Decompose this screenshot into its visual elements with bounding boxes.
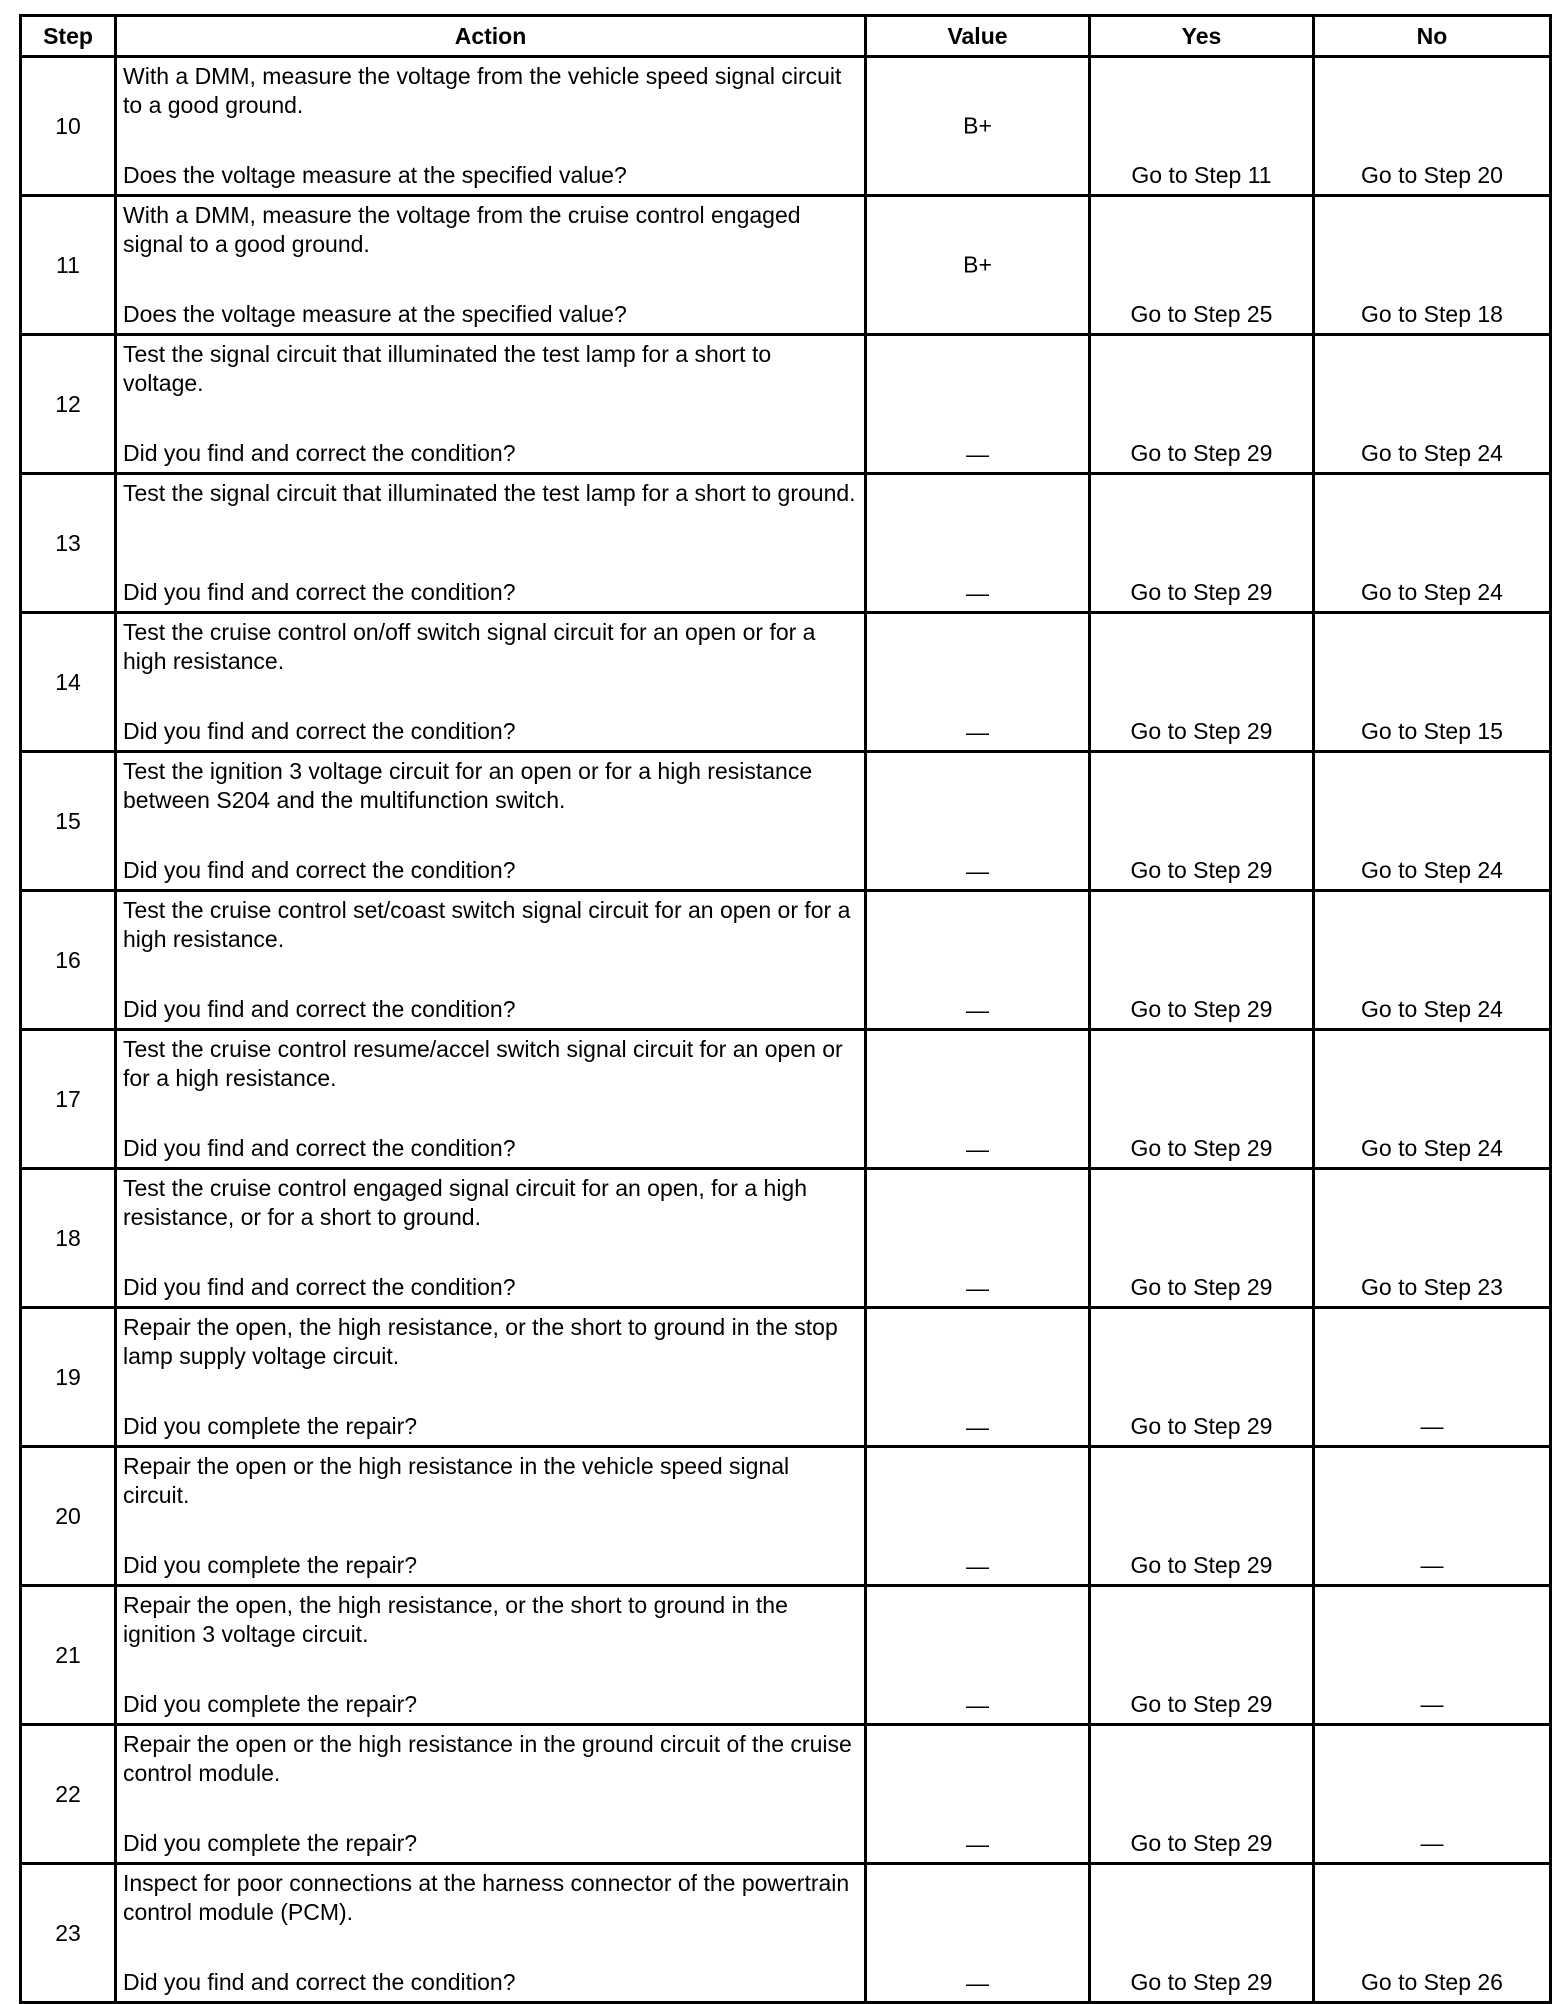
- yes-cell: [1090, 474, 1314, 613]
- table-body: [21, 57, 1551, 2003]
- yes-cell: [1090, 335, 1314, 474]
- table-row: [21, 1447, 1551, 1586]
- table-row: [21, 335, 1551, 474]
- step-number: 20: [21, 1447, 116, 1586]
- action-question: Did you complete the repair?: [123, 1691, 418, 1717]
- action-instruction: Test the cruise control on/off switch signal circuit for an open or for a high resistance.: [123, 619, 816, 674]
- value-cell: [866, 1725, 1090, 1864]
- value-text: —: [966, 858, 989, 884]
- action-instruction: Repair the open or the high resistance in the vehicle speed signal circuit.: [123, 1453, 790, 1508]
- action-question: Did you complete the repair?: [123, 1552, 418, 1578]
- table-row: [21, 1030, 1551, 1169]
- yes-cell: [1090, 613, 1314, 752]
- step-number: 10: [21, 57, 116, 196]
- yes-cell: [1090, 196, 1314, 335]
- no-cell: [1314, 474, 1551, 613]
- action-cell: [116, 196, 866, 335]
- yes-outcome: Go to Step 29: [1130, 718, 1273, 744]
- action-cell: [116, 1030, 866, 1169]
- action-cell: [116, 1169, 866, 1308]
- no-cell: [1314, 1169, 1551, 1308]
- action-instruction: Test the cruise control set/coast switch signal circuit for an open or for a high resistance.: [123, 897, 851, 952]
- value-cell: [866, 1030, 1090, 1169]
- no-cell: [1314, 752, 1551, 891]
- action-instruction: Inspect for poor connections at the harness connector of the powertrain control module (PCM).: [123, 1870, 850, 1925]
- header-row: [21, 16, 1551, 57]
- no-cell: [1314, 57, 1551, 196]
- action-cell: [116, 1447, 866, 1586]
- action-question: Did you complete the repair?: [123, 1830, 418, 1856]
- action-question: Did you complete the repair?: [123, 1413, 418, 1439]
- value-cell: [866, 1308, 1090, 1447]
- no-outcome: Go to Step 24: [1361, 857, 1503, 883]
- action-question: Did you find and correct the condition?: [123, 1969, 516, 1995]
- no-outcome: —: [1420, 1552, 1444, 1578]
- step-number: 22: [21, 1725, 116, 1864]
- action-cell: [116, 57, 866, 196]
- table-row: [21, 57, 1551, 196]
- action-instruction: Test the ignition 3 voltage circuit for an open or for a high resistance between S204 and the multifunction switch.: [123, 758, 813, 813]
- yes-outcome: Go to Step 29: [1130, 1552, 1273, 1578]
- value-text: —: [966, 580, 989, 606]
- action-question: Did you find and correct the condition?: [123, 1274, 516, 1300]
- action-cell: [116, 891, 866, 1030]
- yes-outcome: Go to Step 29: [1130, 1969, 1273, 1995]
- no-outcome: Go to Step 24: [1361, 440, 1503, 466]
- no-outcome: Go to Step 23: [1361, 1274, 1503, 1300]
- table-row: [21, 196, 1551, 335]
- value-text: —: [966, 1831, 989, 1857]
- no-cell: [1314, 613, 1551, 752]
- action-question: Did you find and correct the condition?: [123, 857, 516, 883]
- no-outcome: Go to Step 24: [1361, 579, 1503, 605]
- header-step: Step: [21, 16, 116, 57]
- no-outcome: Go to Step 24: [1361, 996, 1503, 1022]
- yes-cell: [1090, 1725, 1314, 1864]
- action-instruction: Test the signal circuit that illuminated the test lamp for a short to voltage.: [123, 341, 772, 396]
- action-cell: [116, 613, 866, 752]
- action-instruction: With a DMM, measure the voltage from the vehicle speed signal circuit to a good ground.: [123, 63, 842, 118]
- yes-outcome: Go to Step 29: [1130, 1274, 1273, 1300]
- diagnostic-table: [19, 14, 1552, 2004]
- table-row: [21, 1586, 1551, 1725]
- table-row: [21, 1725, 1551, 1864]
- no-cell: [1314, 1447, 1551, 1586]
- action-cell: [116, 1864, 866, 2003]
- step-number: 23: [21, 1864, 116, 2003]
- action-instruction: Repair the open, the high resistance, or the short to ground in the ignition 3 voltage circuit.: [123, 1592, 788, 1647]
- table-row: [21, 1169, 1551, 1308]
- yes-outcome: Go to Step 29: [1130, 1691, 1273, 1717]
- yes-cell: [1090, 1864, 1314, 2003]
- step-number: 15: [21, 752, 116, 891]
- table-row: [21, 613, 1551, 752]
- yes-cell: [1090, 1308, 1314, 1447]
- action-cell: [116, 474, 866, 613]
- action-cell: [116, 1308, 866, 1447]
- action-instruction: Test the cruise control resume/accel switch signal circuit for an open or for a high resistance.: [123, 1036, 843, 1091]
- yes-outcome: Go to Step 25: [1130, 301, 1273, 327]
- value-cell: [866, 613, 1090, 752]
- action-question: Did you find and correct the condition?: [123, 996, 516, 1022]
- value-text: —: [966, 719, 989, 745]
- action-cell: [116, 1586, 866, 1725]
- action-question: Did you find and correct the condition?: [123, 579, 516, 605]
- value-text: —: [966, 441, 989, 467]
- value-cell: [866, 1169, 1090, 1308]
- table-row: [21, 752, 1551, 891]
- value-cell: [866, 1586, 1090, 1725]
- no-cell: [1314, 1864, 1551, 2003]
- value-cell: [866, 335, 1090, 474]
- yes-cell: [1090, 1030, 1314, 1169]
- yes-outcome: Go to Step 29: [1130, 1135, 1273, 1161]
- yes-cell: [1090, 1447, 1314, 1586]
- yes-outcome: Go to Step 29: [1130, 857, 1273, 883]
- step-number: 11: [21, 196, 116, 335]
- no-outcome: Go to Step 15: [1361, 718, 1503, 744]
- step-number: 17: [21, 1030, 116, 1169]
- header-value: Value: [866, 16, 1090, 57]
- step-number: 21: [21, 1586, 116, 1725]
- no-outcome: Go to Step 24: [1361, 1135, 1503, 1161]
- yes-outcome: Go to Step 29: [1130, 440, 1273, 466]
- yes-outcome: Go to Step 29: [1130, 1830, 1273, 1856]
- action-question: Did you find and correct the condition?: [123, 718, 516, 744]
- step-number: 18: [21, 1169, 116, 1308]
- step-number: 13: [21, 474, 116, 613]
- yes-outcome: Go to Step 11: [1131, 162, 1272, 188]
- table-row: [21, 891, 1551, 1030]
- action-instruction: Repair the open, the high resistance, or the short to ground in the stop lamp supply voltage circuit.: [123, 1314, 838, 1369]
- value-cell: [866, 57, 1090, 196]
- action-question: Does the voltage measure at the specified value?: [123, 162, 627, 188]
- yes-cell: [1090, 1169, 1314, 1308]
- value-text: —: [966, 1275, 989, 1301]
- value-text: —: [966, 1692, 989, 1718]
- no-cell: [1314, 1725, 1551, 1864]
- value-cell: [866, 752, 1090, 891]
- value-text: B+: [963, 251, 992, 278]
- value-text: —: [966, 1970, 989, 1996]
- no-cell: [1314, 1586, 1551, 1725]
- action-instruction: Test the cruise control engaged signal circuit for an open, for a high resistance, or for a short to ground.: [123, 1175, 808, 1230]
- step-number: 14: [21, 613, 116, 752]
- value-cell: [866, 891, 1090, 1030]
- action-instruction: Test the signal circuit that illuminated the test lamp for a short to ground.: [123, 480, 856, 506]
- no-outcome: —: [1420, 1830, 1444, 1856]
- action-question: Does the voltage measure at the specified value?: [123, 301, 627, 327]
- action-instruction: Repair the open or the high resistance in the ground circuit of the cruise control module.: [123, 1731, 852, 1786]
- value-cell: [866, 196, 1090, 335]
- value-cell: [866, 1864, 1090, 2003]
- yes-cell: [1090, 1586, 1314, 1725]
- value-cell: [866, 474, 1090, 613]
- no-cell: [1314, 1030, 1551, 1169]
- yes-cell: [1090, 891, 1314, 1030]
- yes-cell: [1090, 752, 1314, 891]
- header-no: No: [1314, 16, 1551, 57]
- no-cell: [1314, 335, 1551, 474]
- no-cell: [1314, 891, 1551, 1030]
- value-text: —: [966, 997, 989, 1023]
- header-yes: Yes: [1090, 16, 1314, 57]
- yes-outcome: Go to Step 29: [1130, 1413, 1273, 1439]
- action-cell: [116, 1725, 866, 1864]
- no-outcome: Go to Step 20: [1361, 162, 1503, 188]
- action-cell: [116, 752, 866, 891]
- value-text: —: [966, 1553, 989, 1579]
- value-text: —: [966, 1136, 989, 1162]
- step-number: 19: [21, 1308, 116, 1447]
- no-outcome: Go to Step 26: [1361, 1969, 1503, 1995]
- yes-outcome: Go to Step 29: [1130, 579, 1273, 605]
- no-cell: [1314, 1308, 1551, 1447]
- table-row: [21, 1308, 1551, 1447]
- step-number: 16: [21, 891, 116, 1030]
- action-instruction: With a DMM, measure the voltage from the cruise control engaged signal to a good ground.: [123, 202, 801, 257]
- no-cell: [1314, 196, 1551, 335]
- header-action: Action: [116, 16, 866, 57]
- action-question: Did you find and correct the condition?: [123, 1135, 516, 1161]
- table-row: [21, 1864, 1551, 2003]
- action-question: Did you find and correct the condition?: [123, 440, 516, 466]
- value-cell: [866, 1447, 1090, 1586]
- yes-outcome: Go to Step 29: [1130, 996, 1273, 1022]
- no-outcome: Go to Step 18: [1361, 301, 1503, 327]
- no-outcome: —: [1420, 1691, 1444, 1717]
- no-outcome: —: [1420, 1413, 1444, 1439]
- yes-cell: [1090, 57, 1314, 196]
- step-number: 12: [21, 335, 116, 474]
- action-cell: [116, 335, 866, 474]
- value-text: B+: [963, 112, 992, 139]
- value-text: —: [966, 1414, 989, 1440]
- table-row: [21, 474, 1551, 613]
